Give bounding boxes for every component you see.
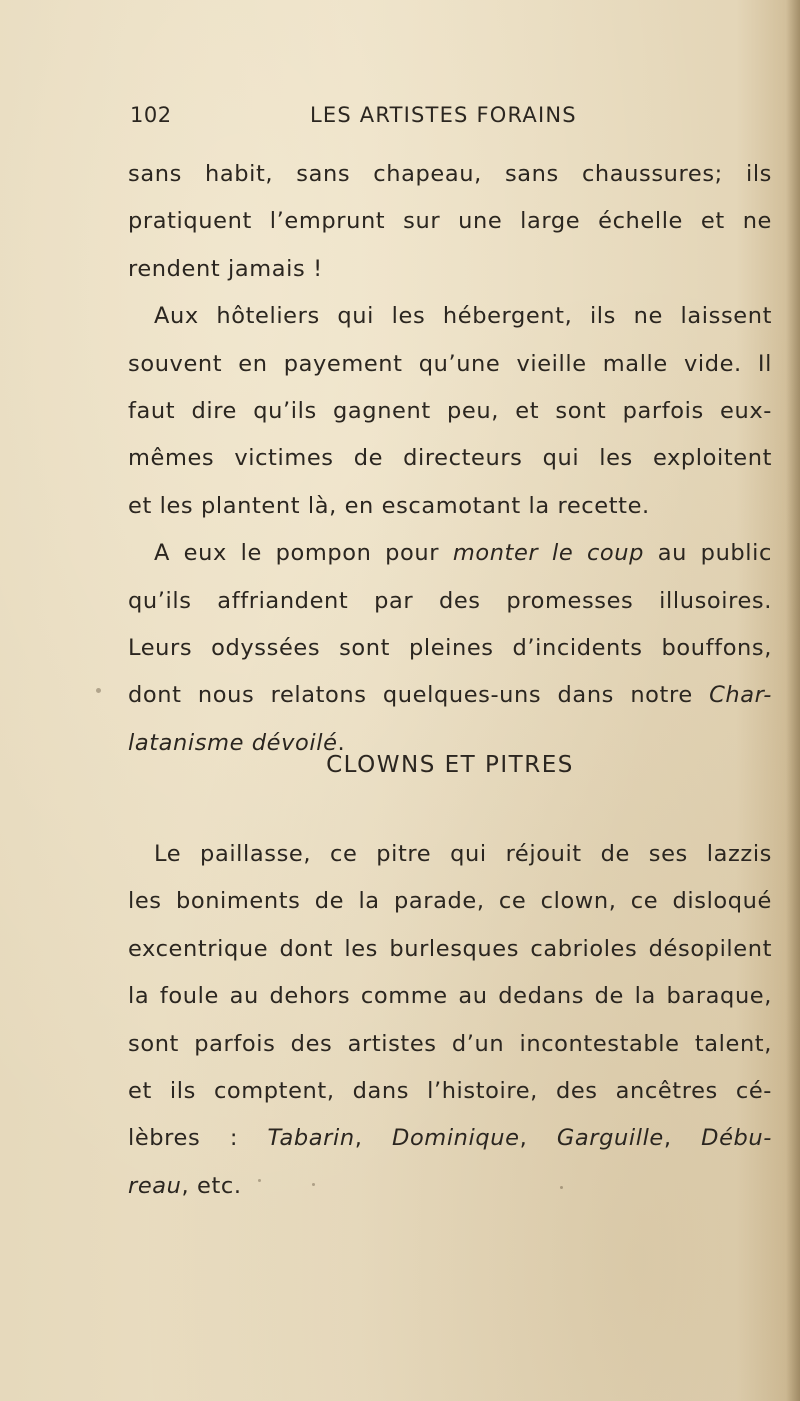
italic-phrase: monter le coup: [452, 540, 645, 567]
text-line: faut dire qu’ils gagnent peu, et sont parfois eux-: [128, 397, 772, 424]
text-line: sont parfois des artistes d’un incontestable talent,: [128, 1030, 772, 1057]
section-title: CLOWNS ET PITRES: [326, 752, 574, 778]
text-run: ,: [354, 1125, 393, 1152]
text-run: lèbres :: [128, 1125, 268, 1152]
italic-phrase: Char-: [709, 682, 772, 709]
italic-name: Tabarin: [267, 1125, 355, 1152]
page-header: [130, 103, 770, 137]
italic-name: reau: [128, 1172, 182, 1199]
paper-speck: [96, 688, 101, 693]
running-head: LES ARTISTES FORAINS: [310, 103, 577, 127]
italic-name: Garguille: [556, 1125, 664, 1152]
text-line: rendent jamais !: [128, 255, 323, 282]
text-run: au public: [644, 540, 772, 567]
text-run: .: [337, 729, 346, 756]
text-run: ,: [663, 1125, 702, 1152]
text-run: A eux le pompon pour: [154, 540, 453, 567]
text-line: [128, 1115, 772, 1162]
text-line: et ils comptent, dans l’histoire, des ancêtres cé-: [128, 1077, 772, 1104]
text-run: dont nous relatons quelques-uns dans notre: [128, 682, 710, 709]
text-line: la foule au dehors comme au dedans de la baraque,: [128, 983, 772, 1010]
paper-speck: [258, 1179, 261, 1182]
text-run: , etc.: [181, 1172, 242, 1199]
text-line: [128, 1163, 772, 1210]
text-line: et les plantent là, en escamotant la recette.: [128, 492, 650, 519]
text-line: pratiquent l’emprunt sur une large échelle et ne: [128, 208, 772, 235]
body-text-top: [128, 151, 772, 767]
text-line: excentrique dont les burlesques cabrioles désopilent: [128, 935, 772, 962]
text-line: souvent en payement qu’une vieille malle vide. Il: [128, 350, 772, 377]
text-line: qu’ils affriandent par des promesses illusoires.: [128, 587, 772, 614]
page-edge-shadow: [786, 0, 800, 1401]
paper-speck: [560, 1186, 563, 1189]
text-line: Leurs odyssées sont pleines d’incidents bouffons,: [128, 634, 772, 661]
text-run: ,: [519, 1125, 557, 1152]
body-text-bottom: [128, 831, 772, 1210]
italic-phrase: latanisme dévoilé: [128, 729, 338, 756]
text-line: mêmes victimes de directeurs qui les exploitent: [128, 445, 772, 472]
italic-name: Dominique: [392, 1125, 520, 1152]
text-line: Le paillasse, ce pitre qui réjouit de ses lazzis: [154, 841, 772, 867]
italic-name: Débu-: [701, 1125, 772, 1152]
text-line: les boniments de la parade, ce clown, ce disloqué: [128, 888, 772, 915]
text-line: sans habit, sans chapeau, sans chaussures; ils: [128, 161, 772, 187]
paper-speck: [312, 1183, 315, 1186]
text-line: Aux hôteliers qui les hébergent, ils ne laissent: [154, 303, 772, 330]
text-line: [128, 672, 772, 719]
text-line: [128, 530, 772, 577]
page-number: 102: [130, 103, 172, 127]
